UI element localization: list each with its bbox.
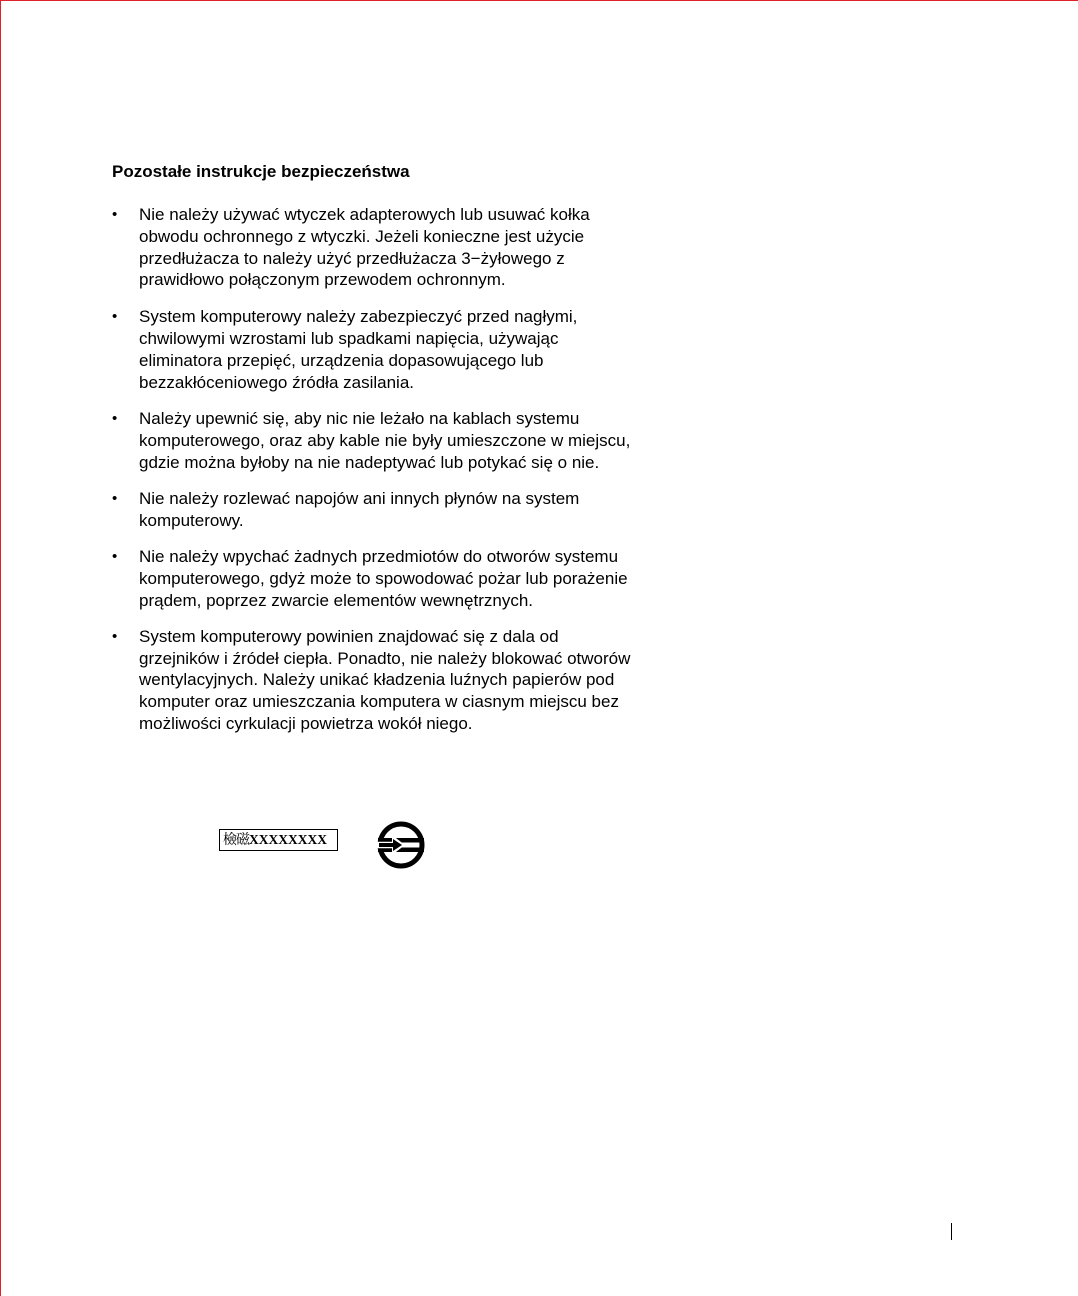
list-item-line: komputer oraz umieszczania komputera w ciasnym miejscu bez [139,692,619,712]
bullet-icon: • [112,548,118,566]
page-marker [951,1223,952,1240]
list-item-line: prądem, poprzez zwarcie elementów wewnętrznych. [139,590,534,610]
list-item [112,408,672,473]
list-item-line: grzejników i źródeł ciepła. Ponadto, nie należy blokować otworów [139,648,631,668]
bullet-icon: • [112,206,118,223]
list-item-line: Nie należy wpychać żadnych przedmiotów do otworów systemu [139,547,619,567]
list-item-line: obwodu ochronnego z wtyczki. Jeżeli konieczne jest użycie [139,226,585,246]
list-item-line: System komputerowy powinien znajdować się z dala od [139,626,559,646]
list-item-line: Należy upewnić się, aby nic nie leżało na kablach systemu [139,409,580,429]
list-item-line: komputerowy. [139,510,244,530]
list-item-line: System komputerowy należy zabezpieczyć przed nagłymi, [139,307,578,327]
list-item-line: przedłużacza to należy użyć przedłużacza 3−żyłowego z [139,248,565,268]
certification-mark [219,829,338,851]
bullet-icon: • [112,308,118,326]
list-item [112,546,672,611]
list-item [112,306,672,393]
list-item-line: komputerowego, oraz aby kable nie były umieszczone w miejscu, [139,431,631,451]
list-item [112,204,672,291]
list-item-line: bezzakłóceniowego źródła zasilania. [139,372,414,392]
bullet-icon: • [112,627,118,645]
bullet-icon: • [112,410,118,428]
list-item [112,626,672,735]
list-item-line: Nie należy rozlewać napojów ani innych płynów na system [139,488,580,508]
list-item [112,488,672,532]
list-item-line: prawidłowo połączonym przewodem ochronnym. [139,270,506,290]
section-heading: Pozostałe instrukcje bezpieczeństwa [112,162,410,181]
certification-mark-code: XXXXXXXX [249,832,327,847]
list-item-line: komputerowego, gdyż może to spowodować pożar lub porażenie [139,569,628,589]
list-item-line: Nie należy używać wtyczek adapterowych lub usuwać kołka [139,205,590,224]
list-item-line: eliminatora przepięć, urządzenia dopasowującego lub [139,350,544,370]
bullet-icon: • [112,489,118,507]
list-item-line: możliwości cyrkulacji powietrza wokół niego. [139,713,473,733]
safety-instructions-list [112,204,672,750]
bsmi-logo-icon [375,819,427,871]
list-item-line: gdzie można byłoby na nie nadeptywać lub potykać się o nie. [139,452,600,472]
certification-mark-chars: 檢磁 [223,832,249,848]
list-item-line: chwilowymi wzrostami lub spadkami napięcia, używając [139,328,559,348]
list-item-line: wentylacyjnych. Należy unikać kładzenia luźnych papierów pod [139,670,615,690]
